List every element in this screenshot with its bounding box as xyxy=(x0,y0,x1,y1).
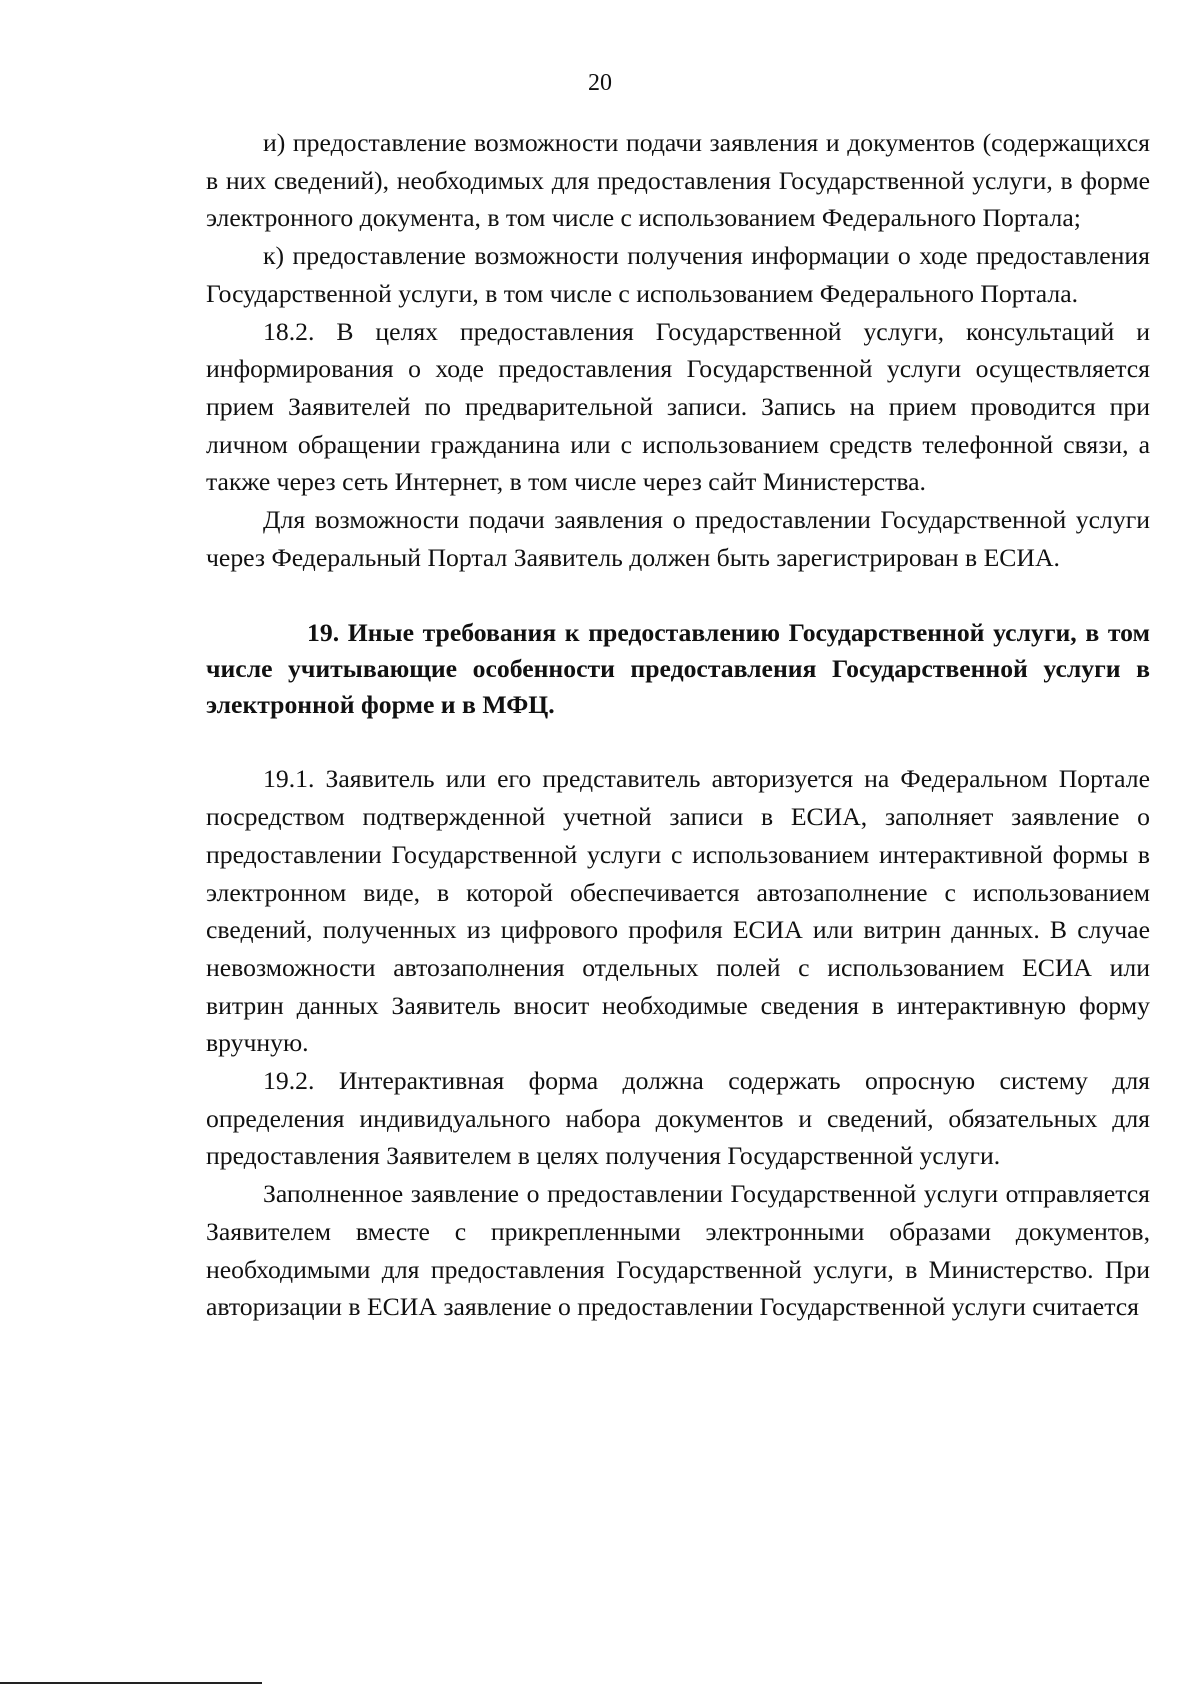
footer-rule xyxy=(0,1682,262,1684)
page-number: 20 xyxy=(588,70,612,96)
document-body xyxy=(206,124,1150,1326)
list-item-k: к) предоставление возможности получения информации о ходе предоставления Государственной услуги, в том числе с использованием Федерального Портала. xyxy=(206,241,1150,308)
section-19-heading: 19. Иные требования к предоставлению Государственной услуги, в том числе учитывающие особенности предоставления Государственной услуги в электронной форме и в МФЦ. xyxy=(206,618,1150,720)
paragraph-19-1: 19.1. Заявитель или его представитель авторизуется на Федеральном Портале посредством подтвержденной учетной записи в ЕСИА, заполняет заявление о предоставлении Государственной услуги с использованием интерактивной формы в электронном виде, в которой обеспечивается автозаполнение с использованием сведений, полученных из цифрового профиля ЕСИА или витрин данных. В случае невозможности автозаполнения отдельных полей с использованием ЕСИА или витрин данных Заявитель вносит необходимые сведения в интерактивную форму вручную. xyxy=(206,764,1150,1058)
paragraph-19-2: 19.2. Интерактивная форма должна содержать опросную систему для определения индивидуального набора документов и сведений, обязательных для предоставления Заявителем в целях получения Государственной услуги. xyxy=(206,1066,1150,1171)
paragraph-18-2: 18.2. В целях предоставления Государственной услуги, консультаций и информирования о ходе предоставления Государственной услуги осуществляется прием Заявителей по предварительной записи. Запись на прием проводится при личном обращении гражданина или с использованием средств телефонной связи, а также через сеть Интернет, в том числе через сайт Министерства. xyxy=(206,316,1150,497)
list-item-i: и) предоставление возможности подачи заявления и документов (содержащихся в них сведений), необходимых для предоставления Государственной услуги, в форме электронного документа, в том числе с использованием Федерального Портала; xyxy=(206,128,1150,233)
paragraph-submission: Заполненное заявление о предоставлении Государственной услуги отправляется Заявителем вместе с прикрепленными электронными образами документов, необходимыми для предоставления Государственной услуги, в Министерство. При авторизации в ЕСИА заявление о предоставлении Государственной услуги считается xyxy=(206,1179,1150,1322)
paragraph-esia-registration: Для возможности подачи заявления о предоставлении Государственной услуги через Федеральный Портал Заявитель должен быть зарегистрирован в ЕСИА. xyxy=(206,505,1150,572)
